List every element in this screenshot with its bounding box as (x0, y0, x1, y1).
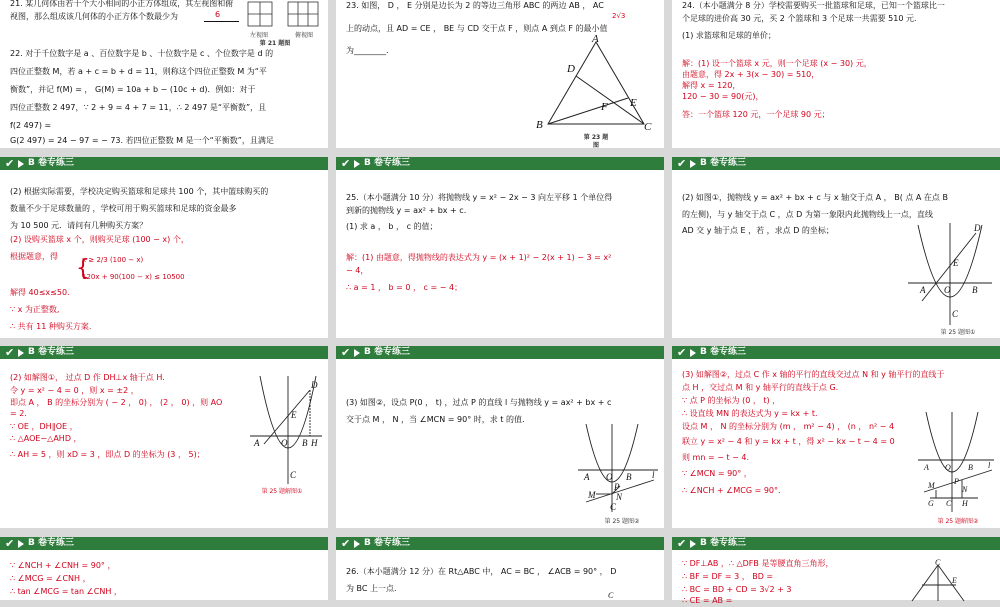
check-icon: ✔ (341, 157, 351, 170)
q25s2-ans1: (2) 如解图①， 过点 D 作 DH⊥x 轴于点 H. (10, 373, 165, 382)
q23-caption-2: 图 (592, 142, 599, 149)
q21-blank (204, 12, 239, 22)
q23-line3: 为________. (346, 46, 389, 55)
q26s-ans2: ∴ BF = DF = 3 ， BD = (682, 572, 774, 581)
q23-answer: 2√3 (612, 12, 626, 20)
check-icon: ✔ (677, 346, 687, 359)
q22-line1: 22. 对于千位数字是 a 、百位数字是 b 、十位数字是 c 、个位数字是 d 的 (10, 49, 274, 58)
q24-line2: 个足球的进价高 30 元，买 2 个篮球和 3 个足球一共需要 510 元. (682, 14, 917, 23)
q25s2-ans4: = 2. (10, 409, 27, 418)
slide-q25-part2 (672, 157, 1000, 338)
svg-text:B: B (972, 285, 978, 295)
q23-line1: 23. 如图， D ， E 分别是边长为 2 的等边三角形 ABC 的两边 AB ， AC (346, 1, 604, 10)
slide-header (0, 537, 328, 550)
slide-header (336, 157, 664, 170)
q25s3-ans4: ∴ 设直线 MN 的表达式为 y = kx + t. (682, 409, 818, 418)
q25-figure-1 (904, 221, 994, 327)
svg-text:B: B (536, 119, 543, 131)
triangle-icon (18, 540, 24, 548)
svg-text:D: D (974, 223, 981, 233)
q24-line1: 24.（本小题满分 8 分）学校需要购买一批篮球和足球，已知一个篮球比一 (682, 1, 945, 10)
q25s3-ans9: ∴ ∠NCH + ∠MCG = 90°. (682, 486, 781, 495)
slide-header (336, 346, 664, 359)
slide-header (672, 537, 1000, 550)
check-icon: ✔ (5, 346, 15, 359)
triangle-icon (690, 540, 696, 548)
svg-text:l: l (988, 461, 991, 470)
slide-q24-part2 (0, 157, 328, 338)
check-icon: ✔ (341, 537, 351, 550)
svg-text:D: D (311, 380, 318, 390)
q25s4-ans1: ∵ ∠NCH + ∠CNH = 90° ， (10, 561, 116, 570)
svg-text:l: l (652, 470, 655, 480)
header-title: B 卷专练三 (700, 347, 746, 357)
q26-solution-figure (908, 558, 998, 601)
triangle-icon (690, 160, 696, 168)
svg-text:C: C (935, 558, 941, 567)
header-title: B 卷专练三 (700, 538, 746, 548)
q25s2-ans7: ∴ AH = 5 ，则 xD = 3 ，即点 D 的坐标为 (3 ， 5)； (10, 450, 205, 459)
svg-text:O: O (606, 472, 613, 482)
slide-q21-q22 (0, 0, 328, 148)
slide-header (672, 157, 1000, 170)
q26s-ans1: ∵ DF⊥AB ，∴ △DFB 是等腰直角三角形， (682, 559, 834, 568)
triangle-icon (18, 160, 24, 168)
svg-text:E: E (953, 258, 959, 268)
q26-figure-label-c: C (608, 591, 614, 600)
q25s3-ans2: 点 H ，交过点 M 和 y 轴平行的直线于点 G. (682, 383, 839, 392)
q24-ans3: 解得 x = 120， (682, 81, 741, 90)
svg-text:C: C (644, 121, 652, 133)
q21-caption: 第 21 题图 (259, 40, 291, 47)
q25s3-ans5: 设点 M ， N 的坐标分别为 (m ， m² − 4) ， (n ， n² − 4 (682, 422, 895, 431)
svg-text:O: O (944, 285, 951, 295)
slide-q25-part3 (336, 346, 664, 528)
svg-text:P: P (614, 482, 620, 492)
q25-solution-figure-1 (248, 374, 324, 486)
q25s2-ans6: ∴ △AOE∽△AHD ， (10, 434, 82, 443)
q25-fig1-caption: 第 25 题图① (940, 329, 976, 336)
svg-text:E: E (291, 410, 297, 420)
q23-caption-1: 第 23 题 (583, 134, 609, 141)
q25-2-line1: (2) 如图①，抛物线 y = ax² + bx + c 与 x 轴交于点 A ， B( 点 A 在点 B (682, 193, 948, 202)
svg-text:M: M (928, 481, 935, 490)
q25s4-ans3: ∴ tan ∠MCG = tan ∠CNH ， (10, 587, 122, 596)
q24-2-ans5: 解得 40≤x≤50. (10, 288, 70, 297)
q26-line2: 为 BC 上一点. (346, 584, 397, 593)
slide-q25-solution-2 (0, 346, 328, 528)
slide-q24-part1 (672, 0, 1000, 148)
svg-text:H: H (311, 438, 318, 448)
q25-line3: (1) 求 a ， b ， c 的值； (346, 222, 438, 231)
triangle-icon (354, 349, 360, 357)
slide-header (0, 157, 328, 170)
q24-2-line3: 为 10 500 元．请问有几种购买方案？ (10, 221, 148, 230)
q21-line2: 视图，那么组成该几何体的小正方体个数最少为 (10, 12, 178, 21)
q22-line3: 衡数”，并记 f(M) = ， G(M) = 10a + b − (10c + d)．例如：对于 (10, 85, 256, 94)
header-title: B 卷专练三 (364, 347, 410, 357)
slide-q23 (336, 0, 664, 148)
triangle-icon (690, 349, 696, 357)
q25-figure-2 (576, 422, 660, 514)
q25-ans3: ∴ a = 1 ， b = 0 ， c = − 4； (346, 283, 463, 292)
q22-line2: 四位正整数 M，若 a + c = b + d = 11，则称这个四位正整数 M 为“平 (10, 67, 267, 76)
svg-text:A: A (592, 33, 599, 45)
svg-text:C: C (952, 309, 959, 319)
q22-line6: G(2 497) = 24 − 97 = − 73. 若四位正整数 M 是一个“平衡数”，且满足 (10, 136, 274, 145)
triangle-icon (354, 160, 360, 168)
q25-fig2-caption: 第 25 题图② (604, 518, 640, 525)
triangle-icon (18, 349, 24, 357)
q25-ans1: 解：(1) 由题意，得抛物线的表达式为 y = (x + 1)² − 2(x + 1) − 3 = x² (346, 253, 612, 262)
slide-header (672, 346, 1000, 359)
header-title: B 卷专练三 (28, 538, 74, 548)
q25-line2: 到新的抛物线 y = ax² + bx + c. (346, 206, 467, 215)
q22-line5: f(2 497) = (10, 121, 52, 130)
svg-text:B: B (968, 463, 973, 472)
header-title: B 卷专练三 (364, 158, 410, 168)
slide-q25-solution-3 (672, 346, 1000, 528)
left-view-label: 左视图 (249, 32, 268, 39)
q24-ans5: 答：一个篮球 120 元，一个足球 90 元； (682, 110, 830, 119)
q26s-ans4: ∴ CE = AB = (682, 596, 733, 605)
svg-text:A: A (924, 463, 929, 472)
q25s2-ans5: ∵ OE ，DH∥OE ， (10, 422, 78, 431)
svg-text:H: H (962, 499, 968, 508)
header-title: B 卷专练三 (364, 538, 410, 548)
q24-2-ans6: ∵ x 为正整数, (10, 305, 60, 314)
svg-text:E: E (630, 97, 637, 109)
q25-2-line2: 的左侧)，与 y 轴交于点 C ，点 D 为第一象限内此抛物线上一点，直线 (682, 210, 933, 219)
q25s2-ans2: 令 y = x² − 4 = 0 ，则 x = ±2 ， (10, 386, 139, 395)
svg-text:C: C (290, 470, 297, 480)
svg-text:A: A (254, 438, 260, 448)
triangle-icon (354, 540, 360, 548)
q25s4-ans2: ∴ ∠MCG = ∠CNH ， (10, 574, 91, 583)
q24-ans4: 120 − 30 = 90(元)， (682, 92, 764, 101)
q25s3-ans7: 则 mn = − t − 4. (682, 453, 749, 462)
header-title: B 卷专练三 (28, 158, 74, 168)
q24-2-ans2: 根据题意，得 (10, 252, 58, 261)
q24-ans2: 由题意，得 2x + 3(x − 30) = 510， (682, 70, 820, 79)
check-icon: ✔ (341, 346, 351, 359)
svg-text:M: M (588, 490, 596, 500)
slide-q25-part1 (336, 157, 664, 338)
q24-ans1: 解：(1) 设一个篮球 x 元，则一个足球 (x − 30) 元， (682, 59, 872, 68)
q25-3-line1: (3) 如图②，设点 P(0 ， t) ，过点 P 的直线 l 与抛物线 y = ax² + bx + c (346, 398, 612, 407)
q24-line3: (1) 求篮球和足球的单价； (682, 31, 776, 40)
svg-text:N: N (616, 492, 623, 502)
q21-answer: 6 (215, 10, 221, 19)
q25-ans2: − 4， (346, 266, 369, 275)
q25s3-ans6: 联立 y = x² − 4 和 y = kx + t ，得 x² − kx − t − 4 = 0 (682, 437, 895, 446)
slide-header (336, 537, 664, 550)
svg-text:A: A (584, 472, 590, 482)
q23-triangle-figure (536, 32, 656, 132)
slide-q26 (336, 537, 664, 600)
slide-header (0, 346, 328, 359)
q26-line1: 26.（本小题满分 12 分）在 Rt△ABC 中， AC = BC ， ∠ACB = 90° ， D (346, 567, 617, 576)
q25s2-ans3: 即点 A ， B 的坐标分别为 ( − 2 ， 0) ， (2 ， 0) ，则 AO (10, 398, 223, 407)
q25-2-line3: AD 交 y 轴于点 E ，若 ，求点 D 的坐标； (682, 226, 834, 235)
q26s-ans3: ∴ BC = BD + CD = 3√2 + 3 (682, 585, 792, 594)
q24-2-ans1: (2) 设购买篮球 x 个，则购买足球 (100 − x) 个， (10, 235, 189, 244)
svg-text:P: P (954, 477, 959, 486)
q24-2-line1: (2) 根据实际需要，学校决定购买篮球和足球共 100 个，其中篮球购买的 (10, 187, 269, 196)
check-icon: ✔ (677, 157, 687, 170)
q24-2-ineq2: 120x + 90(100 − x) ≤ 10500 (82, 273, 185, 281)
brace-icon: { (76, 256, 90, 281)
header-title: B 卷专练三 (28, 347, 74, 357)
svg-text:B: B (626, 472, 632, 482)
top-view-label: 俯视图 (294, 32, 313, 39)
q24-2-ineq1: x ≥ 2/3 (100 − x) (82, 256, 144, 264)
slide-q25-solution-4 (0, 537, 328, 600)
q25s3-ans1: (3) 如解图②，过点 C 作 x 轴的平行的直线交过点 N 和 y 轴平行的直线于 (682, 370, 945, 379)
check-icon: ✔ (677, 537, 687, 550)
svg-text:C: C (946, 499, 952, 508)
header-title: B 卷专练三 (700, 158, 746, 168)
q25s3-ans8: ∵ ∠MCN = 90° ， (682, 469, 752, 478)
q25-line1: 25.（本小题满分 10 分）将抛物线 y = x² − 2x − 3 向左平移 1 个单位得 (346, 193, 613, 202)
svg-text:O: O (281, 438, 288, 448)
q25-solution-figure-2 (916, 410, 996, 514)
q22-line4: 四位正整数 2 497，∵ 2 + 9 = 4 + 7 = 11，∴ 2 497 是“平衡数”，且 (10, 103, 267, 112)
svg-text:B: B (302, 438, 308, 448)
svg-text:N: N (962, 485, 968, 494)
svg-text:O: O (945, 463, 951, 472)
check-icon: ✔ (5, 537, 15, 550)
q21-line1: 21. 某几何体由若干个大小相同的小正方体组成，其左视图和俯 (10, 0, 234, 8)
svg-text:E: E (952, 576, 957, 585)
q23-line2: 上的动点，且 AD = CE ， BE 与 CD 交于点 F ，则点 A 到点 F 的最小值 (346, 24, 608, 33)
slide-q26-solution (672, 537, 1000, 605)
svg-text:A: A (920, 285, 926, 295)
q25s3-ans3: ∵ 点 P 的坐标为 (0 ， t) ， (682, 396, 781, 405)
svg-text:G: G (928, 499, 934, 508)
q25s3-caption: 第 25 题解图② (937, 518, 979, 525)
q24-2-ans7: ∴ 共有 11 种购买方案. (10, 322, 92, 331)
svg-text:D: D (567, 63, 575, 75)
svg-text:F: F (601, 101, 608, 113)
q25s2-caption: 第 25 题解图① (261, 488, 303, 495)
q25-3-line2: 交于点 M ， N ，当 ∠MCN = 90° 时，求 t 的值. (346, 415, 525, 424)
q24-2-line2: 数量不少于足球数量的 ，学校可用于购买篮球和足球的资金最多 (10, 204, 237, 213)
svg-text:C: C (610, 502, 617, 512)
check-icon: ✔ (5, 157, 15, 170)
